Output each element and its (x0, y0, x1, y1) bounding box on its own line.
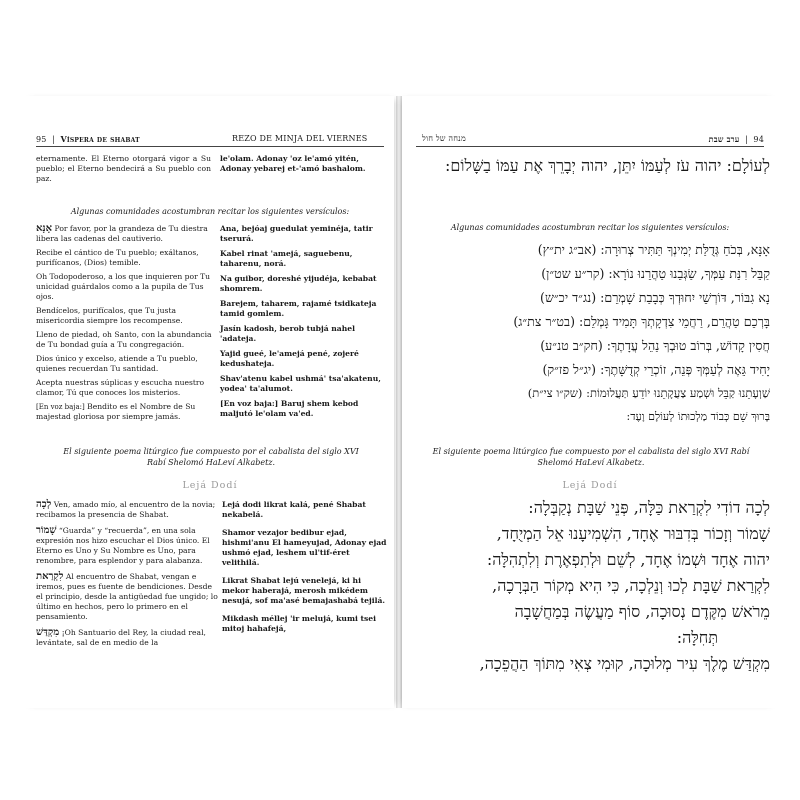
left-page-number: 95 (36, 135, 47, 144)
poem-translit-stanza: Lejá dodi likrat kalá, pené Shabat nekabelá. (222, 500, 366, 519)
left-note-verses: Algunas comunidades acostumbran recitar los siguientes versículos: (70, 207, 350, 216)
ana-translit-line: Jasín kadosh, berob tubjá nahel 'adateja. (220, 324, 355, 343)
right-page (402, 96, 778, 708)
ana-verse: נָא גִבּוֹר, דּוֹרְשֵׁי יִחוּדְךָ כְּבָבַת שָׁמְרֵם: (נג״ד יכ״ש) (540, 290, 770, 305)
ana-spanish-line: [En voz baja:] Bendito es el Nombre de Su majestad gloriosa por siempre jamás. (36, 402, 196, 421)
poem-spanish-stanza: שָׁמוֹר “Guarda” y “recuerda”, en una sola expresión nos hizo escuchar el Dios único. El Eterno es Uno y Su Nombre es Uno, para renombre, para esplendor y para alabanza. (36, 525, 210, 565)
ana-translit-line: Na guibor, doreshé yijudéja, kebabat shomrem. (220, 274, 377, 293)
ana-spanish-line: Bendícelos, purifícalos, que Tu justa misericordia siempre los recompense. (36, 306, 183, 325)
poem-line: לְכָה דוֹדִי לִקְרַאת כַּלָּה, פְּנֵי שַׁבָּת נְקַבְּלָה: (528, 498, 770, 517)
poem-line: תְּחִלָּה: (676, 628, 718, 647)
right-top-hebrew: לְעוֹלָם: יהוה עֹז לְעַמּוֹ יִתֵּן, יהוה יְבָרֵךְ אֶת עַמּוֹ בַשָּׁלוֹם: (444, 156, 770, 175)
ana-translit-line: Yajid gueé, le'amejá pené, zojeré kedushateja. (220, 349, 359, 368)
left-page-header: 95 | Víspera de shabat (36, 134, 140, 144)
ana-verse-silent: בָּרוּךְ שֵׁם כְּבוֹד מַלְכוּתוֹ לְעוֹלָם וָעֶד: (626, 410, 770, 423)
poem-line: יהוה אֶחָד וּשְׁמוֹ אֶחָד, לְשֵׁם וּלְתִפְאֶרֶת וְלִתְהִלָּה: (486, 550, 770, 569)
ana-spanish-line: Recibe el cántico de Tu pueblo; exáltanos, purifícanos, (Dios) temible. (36, 248, 199, 267)
ana-verse: חֲסִין קָדוֹשׁ, בְּרוֹב טוּבְךָ נַהֵל עֲדָתֶךָ: (חק״ב טנ״ע) (540, 338, 770, 353)
poem-translit-stanza: Shamor vezajor bedibur ejad, hishmi'anu El hameyujad, Adonay ejad ushmó ejad, leshem ul'tif-éret velithilá. (222, 528, 387, 567)
ana-spanish-line: Oh Todopoderoso, a los que inquieren por Tu unicidad guárdalos como a la pupila de Tus ojos. (36, 272, 211, 301)
poem-translit-stanza: Likrat Shabat lejú venelejá, ki hi mekor haberajá, merosh mikédem nesujá, sof ma'asé bemajashabá tejilá. (222, 576, 386, 605)
left-page (22, 96, 394, 708)
poem-translit-column (222, 500, 388, 634)
left-note-poem: El siguiente poema litúrgico fue compuesto por el cabalista del siglo XVI Rabí Shelomó HaLeví Alkabetz. (63, 447, 359, 467)
right-running-title: מנחה של חול (422, 134, 466, 143)
ana-translit-line: Kabel rinat 'amejá, saguebenu, taharenu, norá. (220, 249, 353, 268)
ana-verse: קַבֵּל רִנַּת עַמְּךָ, שַׂגְּבֵנוּ טַהֲרֵנוּ נוֹרָא: (קר״ע שט״ן) (541, 266, 770, 281)
ana-spanish-column (36, 224, 216, 422)
ana-verse: אָנָּא, בְּכֹחַ גְּדֻלַּת יְמִינְךָ תַּתִּיר צְרוּרָה: (אב״ג ית״ץ) (537, 242, 770, 257)
poem-line: שָׁמוֹר וְזָכוֹר בְּדִבּוּר אֶחָד, הִשְׁמִיעָנוּ אֵל הַמְיֻחָד, (496, 524, 770, 543)
poem-translit-stanza: Mikdash méllej 'ir melujá, kumi tsei mitoj hahafejá, (222, 614, 377, 633)
right-section-title: ערב שבת (708, 134, 740, 144)
left-poem-title: Lejá Dodí (182, 480, 238, 491)
ana-translit-line: Shav'atenu kabel ushmá' tsa'akatenu, yodea' ta'alumot. (220, 374, 381, 393)
ana-translit-line: Ana, bejóaj guedulat yeminéja, tatir tserurá. (220, 224, 373, 243)
ana-verse: בָּרְכֵם טַהֲרֵם, רַחֲמֵי צִדְקָתְךָ תָּמִיד גָּמְלֵם: (בט״ר צת״ג) (513, 314, 770, 329)
left-top-spanish: eternamente. El Eterno otorgará vigor a Su pueblo; el Eterno bendecirá a Su pueblo con paz. (36, 154, 211, 183)
left-running-title: REZO DE MINJA DEL VIERNES (232, 134, 368, 143)
right-note-poem: El siguiente poema litúrgico fue compuesto por el cabalista del siglo XVI Rabí Shelomó HaLeví Alkabetz. (432, 447, 750, 467)
ana-spanish-line: Dios único y excelso, atiende a Tu pueblo, quienes recuerdan Tu santidad. (36, 354, 198, 373)
right-page-number: 94 (753, 135, 764, 144)
right-poem-title: Lejá Dodí (562, 480, 618, 491)
ana-translit-line: Barejem, taharem, rajamé tsidkateja tamid gomlem. (220, 299, 377, 318)
left-top-translit: le'olam. Adonay 'oz le'amó yitén, Adonay yebarej et-'amó bashalom. (220, 154, 366, 173)
poem-line: לִקְרַאת שַׁבָּת לְכוּ וְנֵלְכָה, כִּי הִיא מְקוֹר הַבְּרָכָה, (492, 576, 770, 595)
ana-verse: שַׁוְעָתֵנוּ קַבֵּל וּשְׁמַע צַעֲקָתֵנוּ יוֹדֵעַ תַּעֲלוּמוֹת: (שק״ו צי״ת) (527, 386, 770, 400)
right-note-verses: Algunas comunidades acostumbran recitar los siguientes versículos: (450, 223, 730, 232)
poem-line: מֵרֹאשׁ מִקֶּדֶם נְסוּכָה, סוֹף מַעֲשֶׂה בְּמַחֲשָׁבָה (514, 602, 770, 621)
ana-translit-column (220, 224, 388, 419)
poem-spanish-stanza: לִקְרַאת Al encuentro de Shabat, vengan e iremos, pues es fuente de bendiciones. Desde el principio, desde la antigüedad fue ungido; lo último en hechos, pero lo primero en el pensamiento. (36, 571, 218, 621)
ana-spanish-line: אָנָּא Por favor, por la grandeza de Tu diestra libera las cadenas del cautiverio. (36, 223, 208, 243)
ana-translit-line: [En voz baja:] Baruj shem kebod maljutó le'olam va'ed. (220, 399, 359, 418)
poem-spanish-column (36, 500, 218, 648)
left-header-rule (36, 146, 384, 147)
poem-spanish-stanza: לְכָה Ven, amado mío, al encuentro de la novia; recibamos la presencia de Shabat. (36, 499, 216, 519)
ana-spanish-line: Acepta nuestras súplicas y escucha nuestro clamor, Tú que conoces los misterios. (36, 378, 205, 397)
ana-spanish-line: Lleno de piedad, oh Santo, con la abundancia de Tu bondad guía a Tu congregación. (36, 330, 212, 349)
right-header-rule (416, 146, 764, 147)
ana-verse: יָחִיד גֵּאֶה לְעַמְּךָ פְּנֵה, זוֹכְרֵי קְדֻשָּׁתֶךָ: (יג״ל פז״ק) (542, 362, 770, 377)
poem-spanish-stanza: מִקְדַּשׁ ¡Oh Santuario del Rey, la ciudad real, levántate, sal de en medio de la (36, 627, 206, 647)
left-section-title: Víspera de shabat (60, 134, 140, 144)
poem-line: מִקְדַּשׁ מֶלֶךְ עִיר מְלוּכָה, קוּמִי צְאִי מִתּוֹךְ הַהֲפֵכָה, (479, 654, 770, 673)
right-page-header: 94 | ערב שבת (708, 134, 764, 144)
